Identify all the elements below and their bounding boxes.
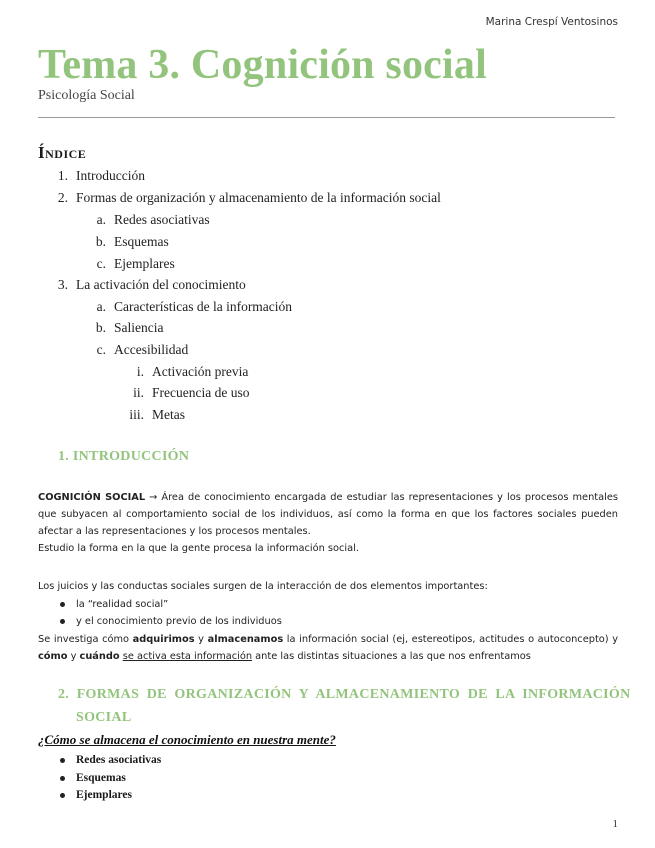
toc-subitem: b. Saliencia <box>95 320 164 335</box>
document-subtitle: Psicología Social <box>38 88 135 103</box>
list-item: Redes asociativas <box>60 752 161 770</box>
section-2-question: ¿Cómo se almacena el conocimiento en nuestra mente? <box>38 732 336 747</box>
toc-subitem: a. Características de la información <box>96 299 293 314</box>
toc-subsubitem: iii. Metas <box>129 407 185 422</box>
toc-subsubitem: i. Activación previa <box>136 364 249 379</box>
list-item: y el conocimiento previo de los individuos <box>60 613 282 630</box>
section-1-heading: 1. INTRODUCCIÓN <box>58 449 190 464</box>
definition-paragraph: COGNICIÓN SOCIAL → Área de conocimiento encargada de estudiar las representaciones y los procesos mentales que subyacen al comportamiento social de los individuos, así como la forma en que los factores sociales pueden afectar a las representaciones y los procesos mentales. <box>38 492 618 537</box>
toc-subitem: c. Accesibilidad <box>96 342 189 357</box>
list-item: la “realidad social” <box>60 596 282 613</box>
toc-item: 2. Formas de organización y almacenamiento de la información social <box>57 190 441 205</box>
judgments-paragraph: Los juicios y las conductas sociales surgen de la interacción de dos elementos importantes: <box>38 581 488 592</box>
index-heading: Índice <box>38 143 87 162</box>
author-header: Marina Crespí Ventosinos <box>485 16 618 28</box>
toc-subsubitem: ii. Frecuencia de uso <box>133 385 250 400</box>
list-item: Ejemplares <box>60 787 161 805</box>
toc-subitem: c. Ejemplares <box>96 256 175 271</box>
section-2-heading-cont: SOCIAL <box>76 710 132 725</box>
toc-item: 1. Introducción <box>57 168 145 183</box>
page-number: 1 <box>612 818 618 830</box>
toc-item: 3. La activación del conocimiento <box>57 277 246 292</box>
investigation-paragraph: Se investiga cómo adquirimos y almacenamos la información social (ej, estereotipos, actitudes o autoconcepto) y cómo y cuándo se activa esta información ante las distintas situaciones a las que nos enfrentamos <box>38 634 619 662</box>
toc-subitem: a. Redes asociativas <box>96 212 210 227</box>
definition-term: COGNICIÓN SOCIAL <box>38 492 146 503</box>
list-item: Esquemas <box>60 770 161 788</box>
toc-subitem: b. Esquemas <box>95 234 169 249</box>
document-title: Tema 3. Cognición social <box>38 42 487 88</box>
section-2-heading: 2. FORMAS DE ORGANIZACIÓN Y ALMACENAMIENTO DE LA INFORMACIÓN <box>58 687 631 702</box>
arrow-icon: → <box>145 492 162 503</box>
storage-list <box>60 752 161 805</box>
study-paragraph: Estudio la forma en la que la gente procesa la información social. <box>38 543 359 554</box>
title-divider <box>38 117 615 118</box>
elements-list <box>60 596 282 630</box>
